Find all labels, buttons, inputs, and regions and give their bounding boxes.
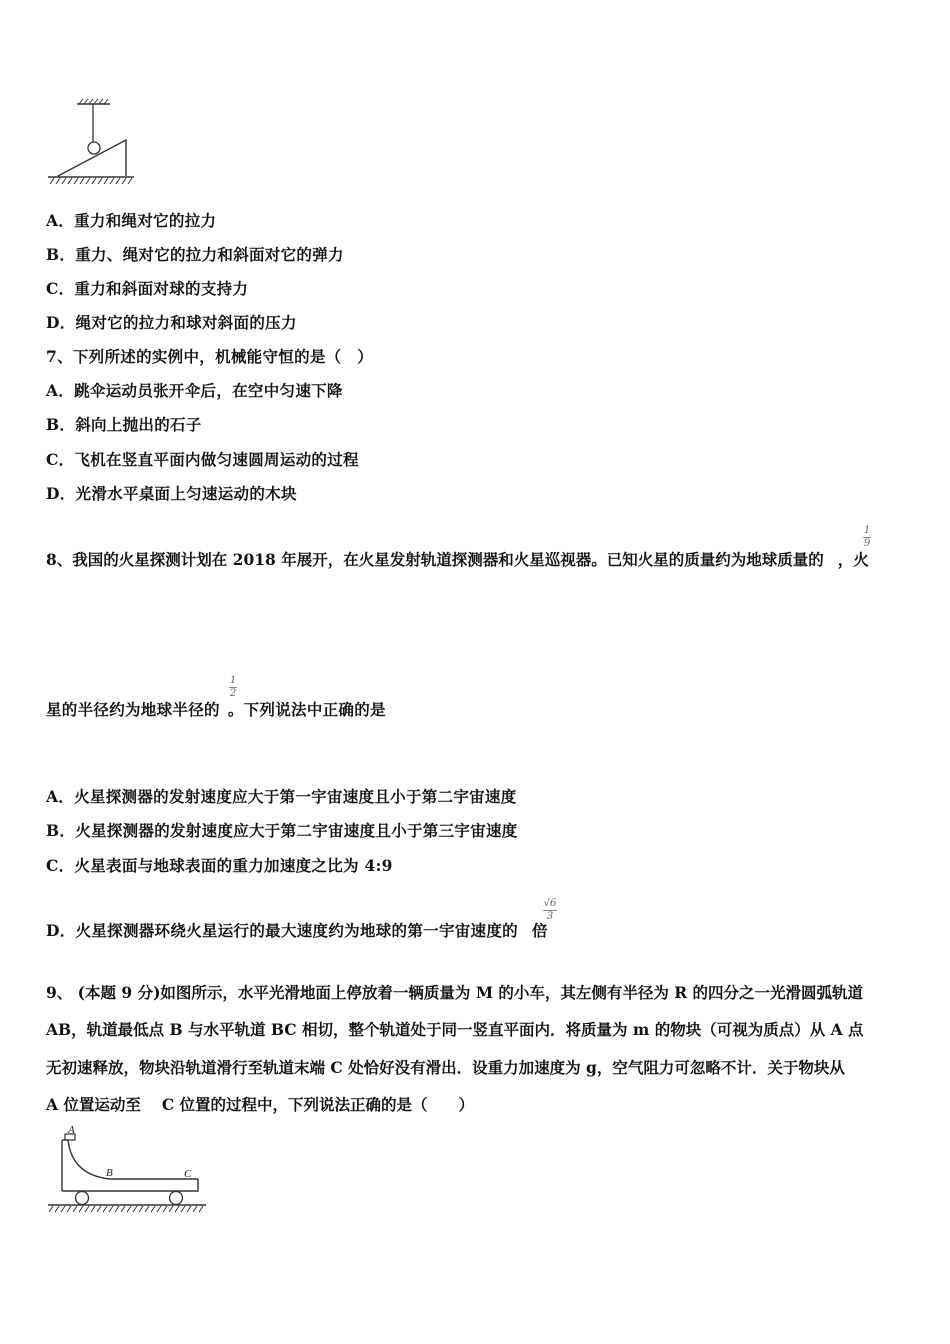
q9-stem-line2: AB，轨道最低点 B 与水平轨道 BC 相切，整个轨道处于同一竖直平面内．将质量为 m 的物块（可视为质点）从 A 点 <box>46 1020 864 1039</box>
q7-option-d: D．光滑水平桌面上匀速运动的木块 <box>46 484 297 503</box>
q6-option-c: C．重力和斜面对球的支持力 <box>46 279 249 298</box>
q9-stem-line3: 无初速释放，物块沿轨道滑行至轨道末端 C 处恰好没有滑出．设重力加速度为 g，空气阻力可忽略不计．关于物块从 <box>46 1058 845 1077</box>
q8-option-a: A．火星探测器的发射速度应大于第一宇宙速度且小于第二宇宙速度 <box>46 787 517 806</box>
q8-option-c: C．火星表面与地球表面的重力加速度之比为 4:9 <box>46 856 393 875</box>
label-b: B <box>106 1167 113 1179</box>
q8-stem-part1-end: ，火 <box>837 550 869 569</box>
q7-option-c: C．飞机在竖直平面内做匀速圆周运动的过程 <box>46 450 359 469</box>
cart-track-figure <box>44 1125 214 1217</box>
q8-fraction-radius <box>226 676 240 699</box>
q9-stem-line1: 9、 (本题 9 分)如图所示，水平光滑地面上停放着一辆质量为 M 的小车，其左侧有半径为 R 的四分之一光滑圆弧轨道 <box>46 983 864 1002</box>
q7-option-a: A．跳伞运动员张开伞后，在空中匀速下降 <box>46 381 343 400</box>
q6-option-a: A．重力和绳对它的拉力 <box>46 211 217 230</box>
q6-option-d: D．绳对它的拉力和球对斜面的压力 <box>46 313 297 332</box>
q8-option-b: B．火星探测器的发射速度应大于第二宇宙速度且小于第三宇宙速度 <box>46 821 518 840</box>
q8-fraction-radius-num: 1 <box>229 675 237 686</box>
q8-fraction-speed-num: √6 <box>543 898 557 909</box>
q8-fraction-mass-den: 9 <box>863 538 871 549</box>
incline-ball-figure <box>44 98 140 188</box>
q8-option-d-end: 倍 <box>531 921 548 940</box>
q8-option-d <box>46 921 548 941</box>
q8-stem-part2-end: 。下列说法中正确的是 <box>227 700 386 719</box>
label-c: C <box>184 1168 192 1180</box>
q8-fraction-mass <box>860 526 874 549</box>
q8-stem-line1 <box>46 550 869 570</box>
q8-fraction-speed-den: 3 <box>546 911 554 922</box>
q6-option-b: B．重力、绳对它的拉力和斜面对它的弹力 <box>46 245 344 264</box>
q8-fraction-speed <box>540 899 560 922</box>
q8-fraction-radius-den: 2 <box>229 688 237 699</box>
q8-option-d-text: D．火星探测器环绕火星运行的最大速度约为地球的第一宇宙速度的 <box>46 921 518 940</box>
q8-stem-part2: 星的半径约为地球半径的 <box>46 700 220 719</box>
q8-stem-part1: 8、我国的火星探测计划在 2018 年展开，在火星发射轨道探测器和火星巡视器。已知火星的质量约为地球质量的 <box>46 550 824 569</box>
q7-stem: 7、下列所述的实例中，机械能守恒的是（ ） <box>46 347 374 366</box>
label-a: A <box>68 1125 75 1136</box>
q9-stem-line4: A 位置运动至 C 位置的过程中，下列说法正确的是（ ） <box>46 1095 475 1114</box>
q7-option-b: B．斜向上抛出的石子 <box>46 415 202 434</box>
q8-fraction-mass-num: 1 <box>863 525 871 536</box>
q8-stem-line2 <box>46 700 386 720</box>
